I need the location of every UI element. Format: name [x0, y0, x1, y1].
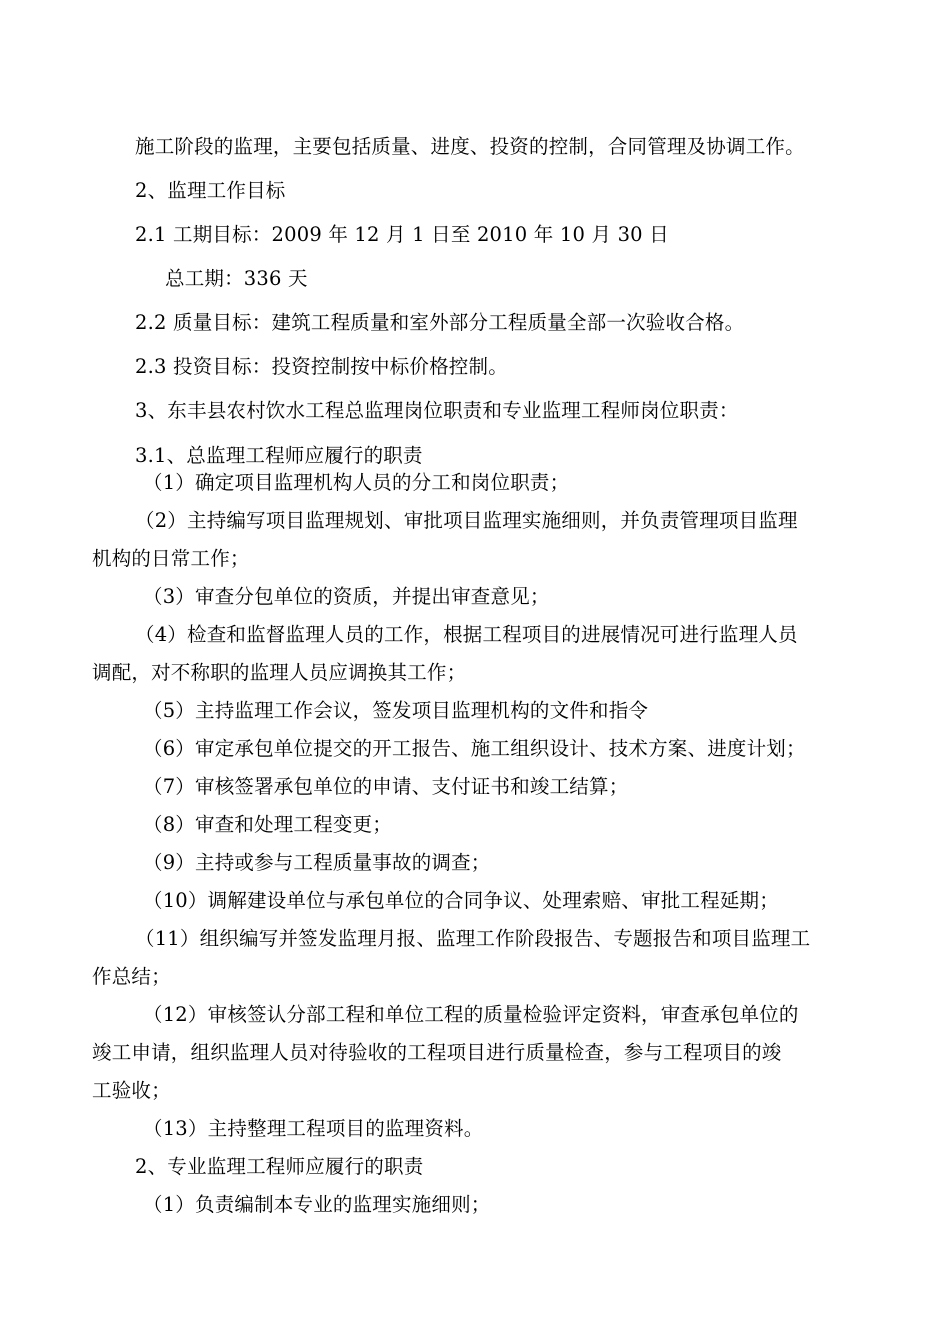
- text-line: 2.1 工期目标：2009 年 12 月 1 日至 2010 年 10 月 30 日: [135, 223, 669, 246]
- list-item: （6）审定承包单位提交的开工报告、施工组织设计、技术方案、进度计划；: [143, 737, 806, 760]
- section-heading: 3、东丰县农村饮水工程总监理岗位职责和专业监理工程师岗位职责：: [135, 399, 739, 422]
- list-item: （13）主持整理工程项目的监理资料。: [143, 1117, 484, 1140]
- list-item: （4）检查和监督监理人员的工作，根据工程项目的进展情况可进行监理人员: [135, 623, 798, 646]
- list-item: （9）主持或参与工程质量事故的调查；: [143, 851, 491, 874]
- list-item: （12）审核签认分部工程和单位工程的质量检验评定资料，审查承包单位的: [143, 1003, 799, 1026]
- list-item: （11）组织编写并签发监理月报、监理工作阶段报告、专题报告和项目监理工: [135, 927, 811, 950]
- list-item-continuation: 作总结；: [92, 965, 171, 988]
- text-line: 2.2 质量目标：建筑工程质量和室外部分工程质量全部一次验收合格。: [135, 311, 745, 334]
- list-item: （5）主持监理工作会议，签发项目监理机构的文件和指令: [143, 699, 649, 722]
- list-item-continuation: 竣工申请，组织监理人员对待验收的工程项目进行质量检查，参与工程项目的竣: [92, 1041, 782, 1064]
- text-line: 总工期：336 天: [165, 267, 308, 290]
- section-heading: 2、专业监理工程师应履行的职责: [135, 1155, 424, 1178]
- list-item-continuation: 机构的日常工作；: [92, 547, 250, 570]
- section-heading: 3.1、总监理工程师应履行的职责: [135, 444, 423, 467]
- list-item: （3）审查分包单位的资质，并提出审查意见；: [143, 585, 550, 608]
- list-item: （1）负责编制本专业的监理实施细则；: [143, 1193, 491, 1216]
- list-item-continuation: 调配，对不称职的监理人员应调换其工作；: [92, 661, 467, 684]
- list-item: （1）确定项目监理机构人员的分工和岗位职责；: [143, 471, 570, 494]
- text-line: 2.3 投资目标：投资控制按中标价格控制。: [135, 355, 508, 378]
- list-item: （10）调解建设单位与承包单位的合同争议、处理索赔、审批工程延期；: [143, 889, 779, 912]
- list-item: （8）审查和处理工程变更；: [143, 813, 393, 836]
- text-line: 施工阶段的监理，主要包括质量、进度、投资的控制，合同管理及协调工作。: [135, 135, 805, 158]
- list-item: （2）主持编写项目监理规划、审批项目监理实施细则，并负责管理项目监理: [135, 509, 798, 532]
- list-item: （7）审核签署承包单位的申请、支付证书和竣工结算；: [143, 775, 629, 798]
- list-item-continuation: 工验收；: [92, 1079, 171, 1102]
- section-heading: 2、监理工作目标: [135, 179, 286, 202]
